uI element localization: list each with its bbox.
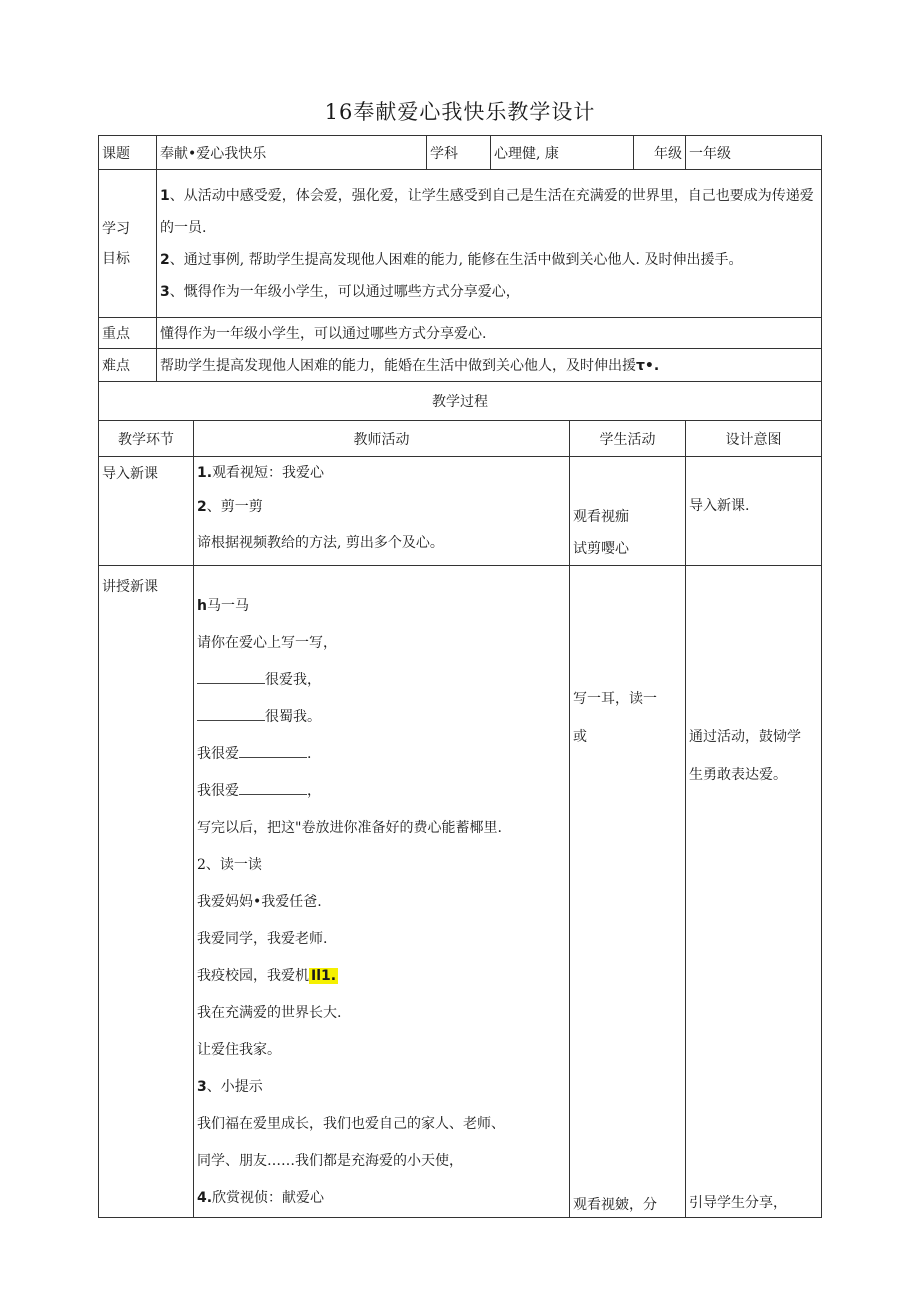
- objectives-content: [157, 170, 822, 318]
- intro-stage: 导入新课: [99, 457, 194, 566]
- col-intent: 设计意图: [686, 421, 822, 457]
- lecture-step-1: h马一马: [197, 598, 249, 614]
- difficulty-row: [99, 349, 822, 382]
- process-header-row: [99, 382, 822, 421]
- course-value: 奉献•爱心我快乐: [157, 136, 427, 170]
- difficulty-text: 帮助学生提高发现他人困难的能力，能婚在生活中做到关心他人，及时伸出援τ•.: [157, 349, 822, 382]
- objective-2: 2、通过事例, 帮助学生提高发现他人困难的能力, 能修在生活中做到关心他人. 及时伸出援手。: [160, 251, 743, 268]
- intro-student: 观看视痂 试剪嘤心: [570, 457, 686, 566]
- key-point-row: [99, 318, 822, 349]
- fill-line-2: 很蜀我。: [197, 699, 566, 736]
- intro-step-1: 1.观看视短：我爱心: [197, 465, 325, 481]
- grade-label: 年级: [634, 136, 686, 170]
- key-point-text: 懂得作为一年级小学生，可以通过哪些方式分享爱心.: [157, 318, 822, 349]
- column-header-row: [99, 421, 822, 457]
- intro-step-3: 谛根据视频教给的方法, 剪出多个及心。: [197, 535, 444, 551]
- lecture-teacher: [194, 566, 570, 1218]
- grade-value: 一年级: [686, 136, 822, 170]
- process-header: 教学过程: [99, 382, 822, 421]
- lecture-step-3: 3、小提示: [197, 1079, 263, 1095]
- col-stage: 教学环节: [99, 421, 194, 457]
- intro-step-2: 2、剪一剪: [197, 499, 263, 515]
- col-teacher: 教师活动: [194, 421, 570, 457]
- course-label: 课题: [99, 136, 157, 170]
- lecture-student-b: 观看视皴，分: [573, 1197, 658, 1213]
- read-line-2: 我爱同学，我爱老师.: [197, 931, 328, 947]
- blank-line: [197, 706, 265, 721]
- intro-row: [99, 457, 822, 566]
- lecture-step-2: 2、读一读: [197, 857, 262, 873]
- lecture-student: 写一耳，读一 或 观看视皴，分: [570, 566, 686, 1218]
- subject-value: 心理健, 康: [491, 136, 634, 170]
- lecture-step-4: 4.欣赏视侦：献爱心: [197, 1190, 325, 1206]
- read-line-5: 让爱住我家。: [197, 1042, 281, 1058]
- lesson-plan-table: [98, 135, 822, 1218]
- lecture-row: [99, 566, 822, 1218]
- info-row: [99, 136, 822, 170]
- key-point-label: 重点: [99, 318, 157, 349]
- after-write: 写完以后，把这"卷放进你准备好的费心能蓄椰里.: [197, 820, 502, 836]
- document-title: 16奉献爱心我快乐教学设计: [324, 100, 596, 124]
- fill-line-1: 很爱我，: [197, 662, 566, 699]
- highlighted-text: Il1.: [311, 968, 337, 984]
- tip-line-1: 我们福在爱里成长，我们也爱自己的家人、老师、: [197, 1116, 505, 1132]
- objectives-label: 学习 目标: [99, 170, 157, 318]
- lecture-intent-b: 引导学生分享，: [689, 1195, 788, 1211]
- intro-teacher: [194, 457, 570, 566]
- fill-line-3: 我很爱 .: [197, 736, 566, 773]
- intro-intent: 导入新课.: [686, 457, 822, 566]
- lecture-intent: 通过活动，鼓恸学 生勇敢表达爱。 引导学生分享，: [686, 566, 822, 1218]
- blank-line: [239, 780, 307, 795]
- objective-1: 1、从活动中感受爱，体会爱，强化爱，让学生感受到自己是生活在充满爱的世界里，自己也要成为传递爱的一员.: [160, 187, 814, 236]
- difficulty-label: 难点: [99, 349, 157, 382]
- read-line-4: 我在充满爱的世界长大.: [197, 1005, 342, 1021]
- write-prompt: 请你在爱心上写一写，: [197, 635, 337, 651]
- blank-line: [239, 743, 307, 758]
- blank-line: [197, 669, 265, 684]
- objective-3: 3、慨得作为一年级小学生，可以通过哪些方式分享爱心，: [160, 283, 520, 300]
- read-line-3: 我疫校园，我爱机 Il1.: [197, 968, 337, 984]
- read-line-1: 我爱妈妈•我爱任爸.: [197, 894, 322, 910]
- col-student: 学生活动: [570, 421, 686, 457]
- objectives-row: [99, 170, 822, 318]
- subject-label: 学科: [427, 136, 491, 170]
- fill-line-4: 我很爱 ，: [197, 773, 566, 810]
- tip-line-2: 同学、朋友……我们都是充海爱的小天使，: [197, 1153, 463, 1169]
- lecture-stage: 讲授新课: [99, 566, 194, 1218]
